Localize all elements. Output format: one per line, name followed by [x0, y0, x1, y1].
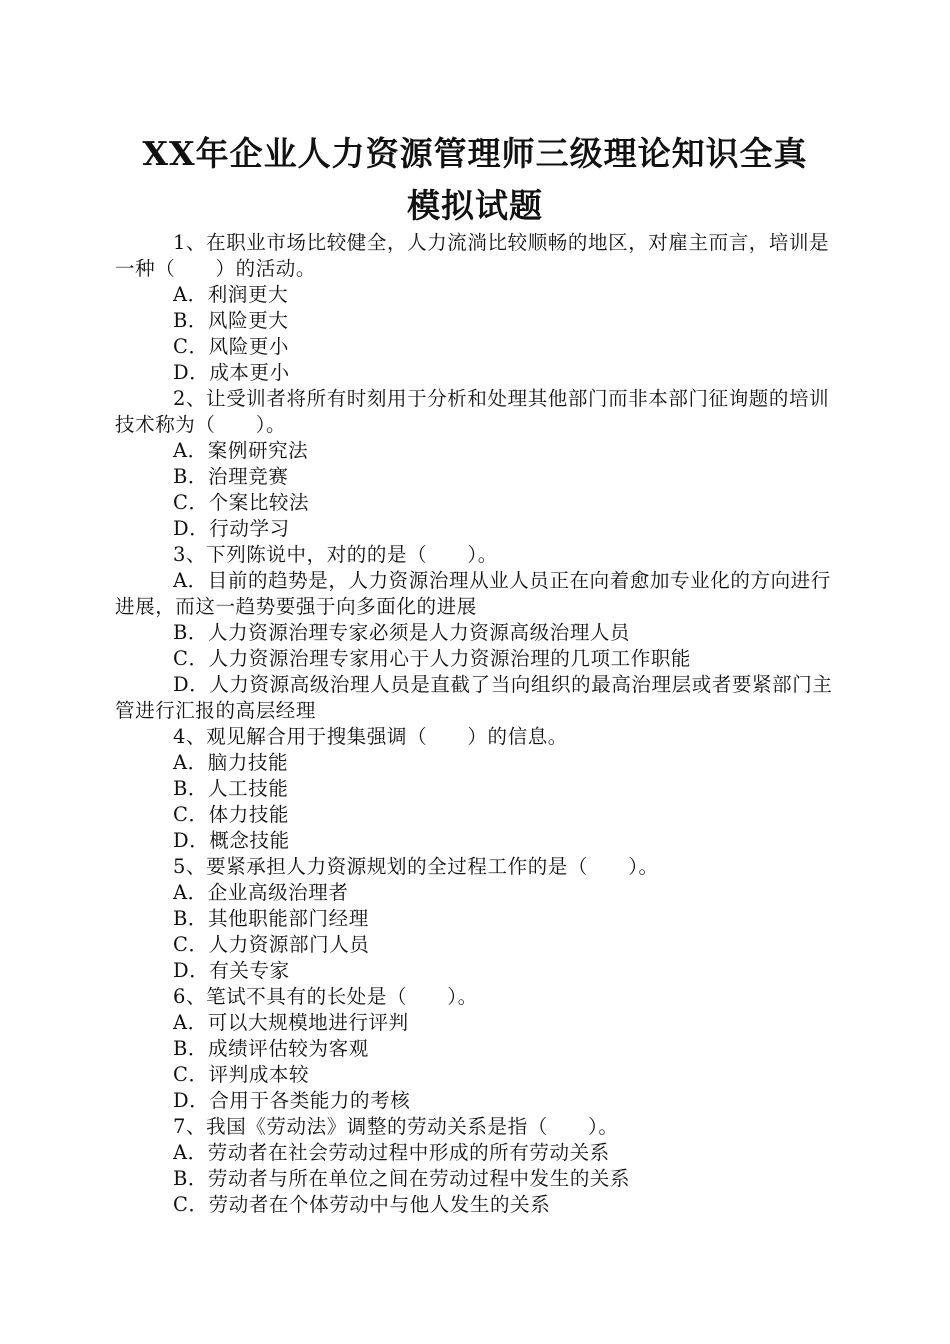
question-list [115, 230, 835, 1218]
question-line: D．成本更小 [173, 361, 290, 384]
question-line: C．人力资源部门人员 [173, 933, 370, 956]
question-line: C．个案比较法 [173, 491, 310, 514]
question-line: D．合用于各类能力的考核 [173, 1089, 411, 1112]
question-line: A．企业高级治理者 [173, 881, 349, 904]
title-line-1: XX年企业人力资源管理师三级理论知识全真 [142, 134, 808, 173]
question-line: 7、我国《劳动法》调整的劳动关系是指（ ）。 [173, 1115, 619, 1138]
document-title [0, 128, 950, 232]
question-line: A．案例研究法 [173, 439, 309, 462]
question-line: B．成绩评估较为客观 [173, 1037, 369, 1060]
question-line: B．人工技能 [173, 777, 289, 800]
question-line: A．利润更大 [173, 283, 289, 306]
question-line: B．人力资源治理专家必须是人力资源高级治理人员 [173, 621, 631, 644]
question-line: C．评判成本较 [173, 1063, 310, 1086]
question-line: D．概念技能 [173, 829, 290, 852]
question-line: B．风险更大 [173, 309, 289, 332]
question-line: C．劳动者在个体劳动中与他人发生的关系 [173, 1193, 551, 1216]
question-line: 1、在职业市场比较健全，人力流淌比较顺畅的地区，对雇主而言，培训是一种（ ）的活动。 [115, 231, 830, 280]
question-line: D．有关专家 [173, 959, 290, 982]
question-line: 5、要紧承担人力资源规划的全过程工作的是（ ）。 [173, 855, 659, 878]
question-line: 4、观见解合用于搜集强调（ ）的信息。 [173, 725, 568, 748]
title-line-2: 模拟试题 [407, 186, 543, 225]
question-line: 6、笔试不具有的长处是（ ）。 [173, 985, 478, 1008]
question-line: A．劳动者在社会劳动过程中形成的所有劳动关系 [173, 1141, 610, 1164]
question-line: B．劳动者与所在单位之间在劳动过程中发生的关系 [173, 1167, 631, 1190]
question-line: 3、下列陈说中，对的的是（ ）。 [173, 543, 498, 566]
question-line: 2、让受训者将所有时刻用于分析和处理其他部门而非本部门征询题的培训技术称为（ ）。 [115, 387, 830, 436]
question-line: D．行动学习 [173, 517, 290, 540]
question-line: D．人力资源高级治理人员是直截了当向组织的最高治理层或者要紧部门主管进行汇报的高层经理 [115, 673, 833, 722]
question-line: B．其他职能部门经理 [173, 907, 369, 930]
question-line: C．风险更小 [173, 335, 290, 358]
question-line: C．体力技能 [173, 803, 290, 826]
question-line: A．可以大规模地进行评判 [173, 1011, 409, 1034]
question-line: A．脑力技能 [173, 751, 289, 774]
question-line: A．目前的趋势是，人力资源治理从业人员正在向着愈加专业化的方向进行进展，而这一趋势要强于向多面化的进展 [115, 569, 831, 618]
question-line: B．治理竞赛 [173, 465, 289, 488]
question-line: C．人力资源治理专家用心于人力资源治理的几项工作职能 [173, 647, 692, 670]
